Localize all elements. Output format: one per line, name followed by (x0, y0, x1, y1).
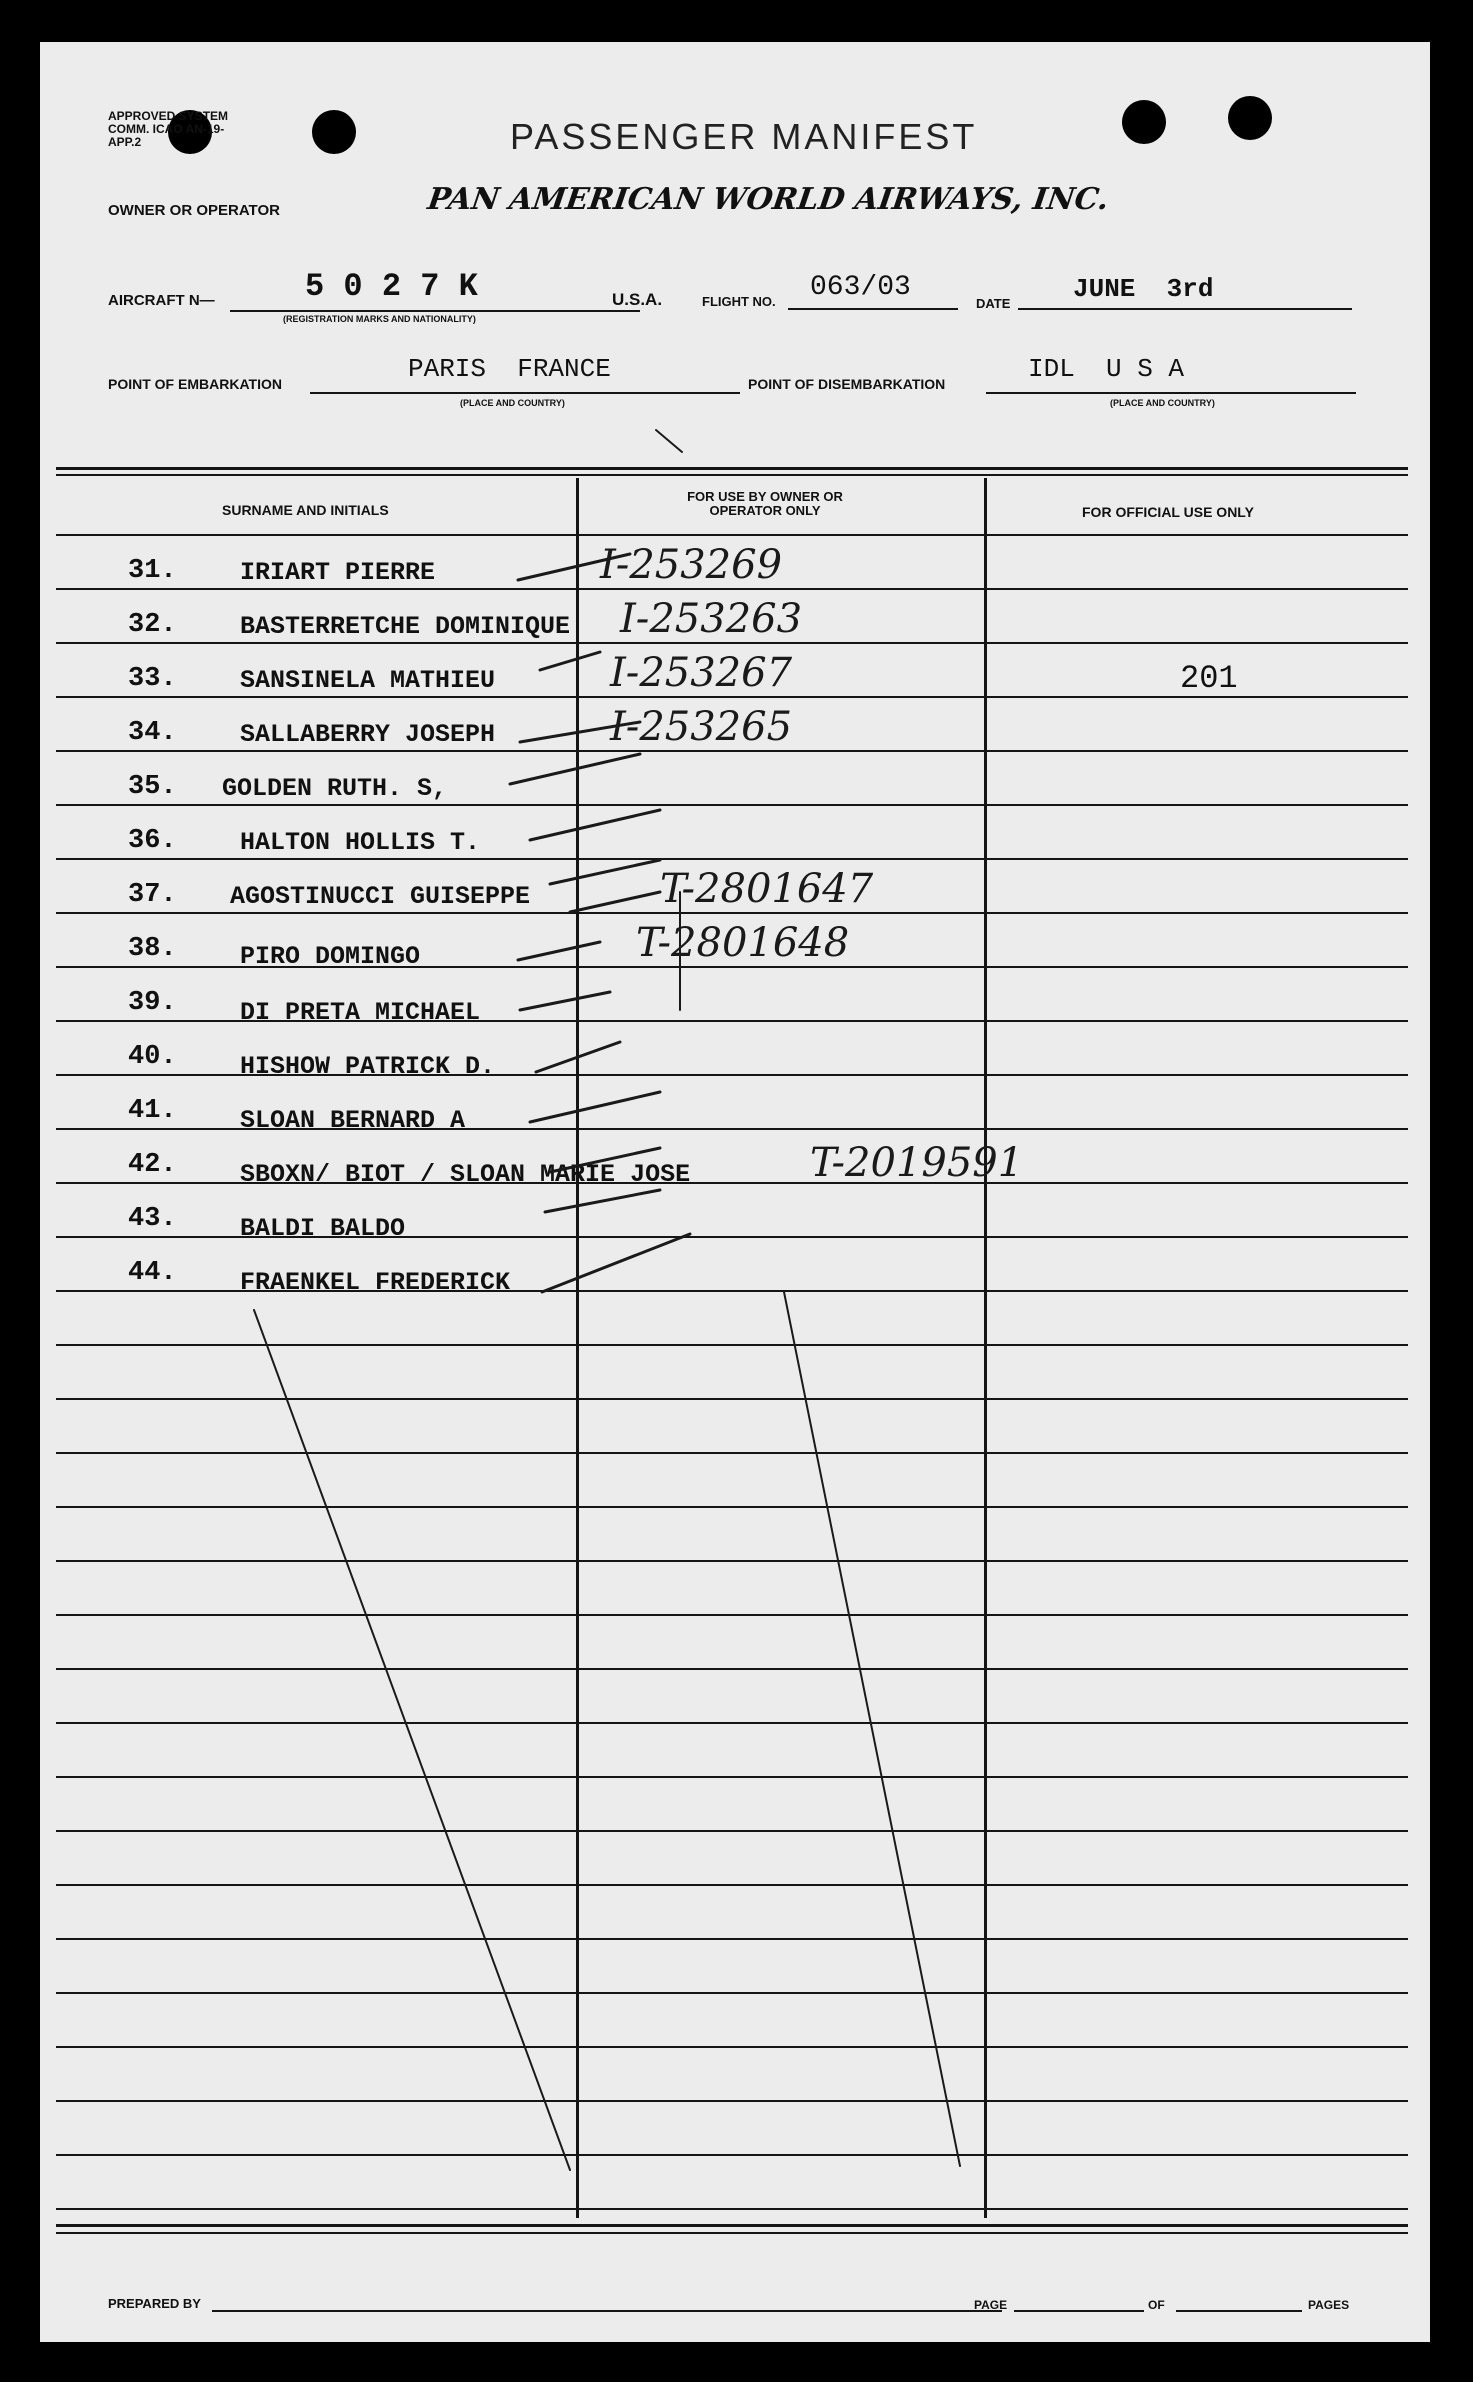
disembark-label: POINT OF DISEMBARKATION (748, 376, 946, 392)
row-number: 42. (128, 1150, 177, 1180)
passenger-name: SLOAN BERNARD A (240, 1106, 466, 1135)
aircraft-label: AIRCRAFT N— (108, 292, 215, 309)
owner-label: OWNER OR OPERATOR (108, 202, 280, 219)
disembark-value: IDL U S A (1028, 354, 1185, 384)
pen-marks (40, 42, 1430, 2342)
passenger-name: BALDI BALDO (240, 1214, 406, 1243)
passenger-name: DI PRETA MICHAEL (240, 998, 481, 1027)
flight-label: FLIGHT NO. (702, 294, 776, 309)
approval-stamp: APPROVED SYSTEM COMM. ICAO AN-19-APP.2 (108, 109, 229, 149)
passenger-name: SBOXN/ BIOT / SLOAN MARIE JOSE (240, 1160, 691, 1189)
aircraft-value: 5 0 2 7 K (305, 268, 478, 305)
row-number: 31. (128, 556, 177, 586)
row-number: 43. (128, 1204, 177, 1234)
row-number: 37. (128, 880, 177, 910)
document-number: I-253269 (600, 542, 783, 588)
aircraft-sub: (REGISTRATION MARKS AND NATIONALITY) (283, 314, 476, 324)
owner-value: PAN AMERICAN WORLD AIRWAYS, INC. (425, 182, 1111, 217)
prepared-by-label: PREPARED BY (108, 2296, 201, 2311)
passenger-name: IRIART PIERRE (240, 558, 436, 587)
passenger-name: GOLDEN RUTH. S, (222, 774, 448, 803)
row-number: 40. (128, 1042, 177, 1072)
document-number: I-253267 (610, 650, 793, 696)
row-number: 41. (128, 1096, 177, 1126)
of-label: OF (1148, 2298, 1165, 2312)
row-number: 36. (128, 826, 177, 856)
document-number: T-2801647 (660, 866, 874, 912)
passenger-name: SALLABERRY JOSEPH (240, 720, 496, 749)
col-header-official: FOR OFFICIAL USE ONLY (1082, 504, 1254, 520)
flight-value: 063/03 (810, 272, 911, 303)
usa-label: U.S.A. (612, 290, 663, 309)
embark-label: POINT OF EMBARKATION (108, 376, 282, 392)
col-header-owner-use: FOR USE BY OWNER OR OPERATOR ONLY (687, 489, 843, 518)
passenger-name: SANSINELA MATHIEU (240, 666, 496, 695)
embark-value: PARIS FRANCE (408, 354, 611, 384)
row-number: 38. (128, 934, 177, 964)
manifest-page (40, 42, 1430, 2342)
document-number: T-2019591 (810, 1140, 1024, 1186)
pages-label: PAGES (1308, 2298, 1350, 2312)
passenger-name: HISHOW PATRICK D. (240, 1052, 496, 1081)
official-entry: 201 (1180, 660, 1238, 697)
date-label: DATE (976, 296, 1011, 311)
document-number: I-253265 (610, 704, 793, 750)
row-number: 32. (128, 610, 177, 640)
row-number: 33. (128, 664, 177, 694)
row-number: 34. (128, 718, 177, 748)
passenger-name: HALTON HOLLIS T. (240, 828, 481, 857)
page-title: PASSENGER MANIFEST (510, 116, 978, 157)
disembark-sub: (PLACE AND COUNTRY) (1110, 398, 1215, 408)
row-number: 44. (128, 1258, 177, 1288)
passenger-name: PIRO DOMINGO (240, 942, 421, 971)
page-label: PAGE (974, 2298, 1008, 2312)
document-number: T-2801648 (636, 920, 850, 966)
col-header-surname: SURNAME AND INITIALS (222, 502, 389, 518)
passenger-name: FRAENKEL FREDERICK (240, 1268, 511, 1297)
embark-sub: (PLACE AND COUNTRY) (460, 398, 565, 408)
passenger-name: AGOSTINUCCI GUISEPPE (230, 882, 531, 911)
passenger-name: BASTERRETCHE DOMINIQUE (240, 612, 571, 641)
date-value: JUNE 3rd (1073, 274, 1214, 304)
row-number: 35. (128, 772, 177, 802)
document-number: I-253263 (620, 596, 803, 642)
row-number: 39. (128, 988, 177, 1018)
